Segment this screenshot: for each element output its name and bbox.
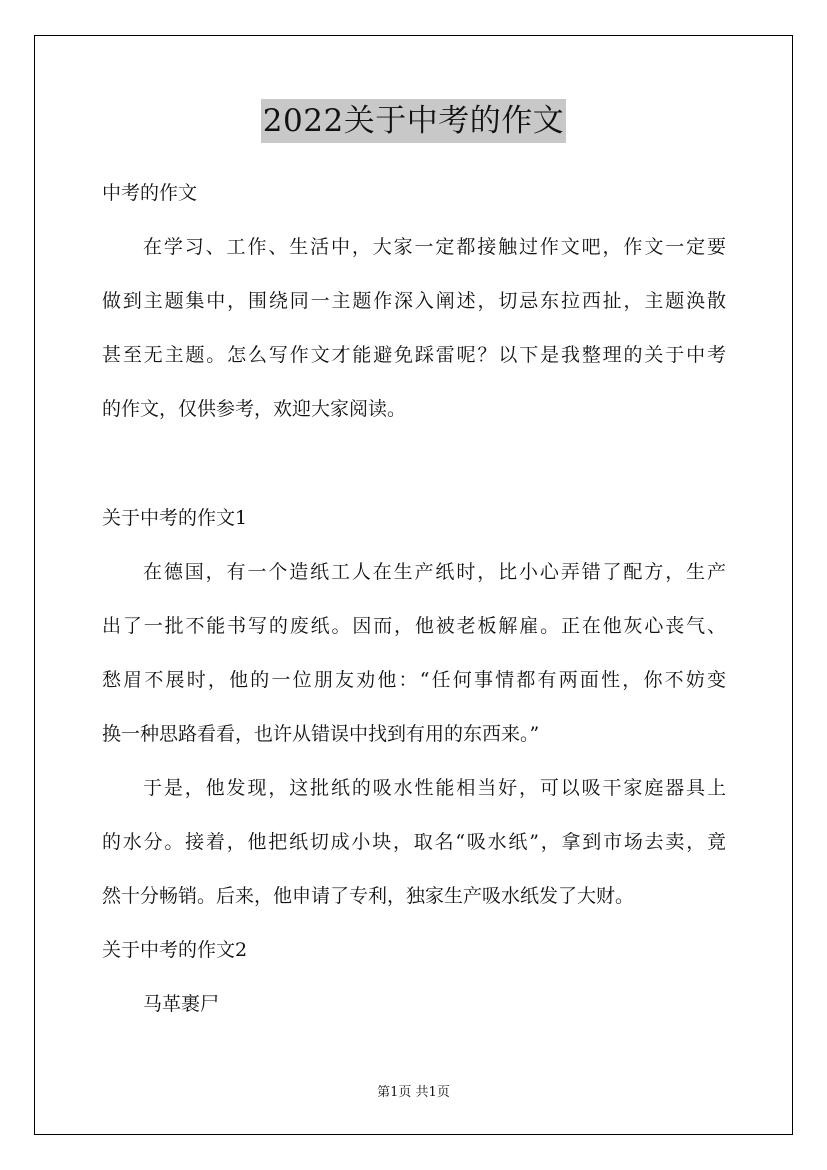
document-title: 2022关于中考的作文 [261, 99, 566, 143]
section-1-para-2-line-1: 于是，他发现，这批纸的吸水性能相当好，可以吸干家庭器具上 [143, 777, 726, 799]
title-container [0, 99, 827, 143]
intro-line-1: 在学习、工作、生活中，大家一定都接触过作文吧，作文一定要 [143, 236, 726, 258]
section-1-para-2-line-2: 的水分。接着，他把纸切成小块，取名“吸水纸”，拿到市场去卖，竟 [102, 831, 726, 853]
section-1-para-2-line-3: 然十分畅销。后来，他申请了专利，独家生产吸水纸发了大财。 [102, 885, 635, 907]
section-1-para-1-line-2: 出了一批不能书写的废纸。因而，他被老板解雇。正在他灰心丧气、 [102, 615, 726, 637]
section-1-para-1-line-4: 换一种思路看看，也许从错误中找到有用的东西来。” [102, 723, 540, 745]
section-1-para-1-line-3: 愁眉不展时，他的一位朋友劝他：“任何事情都有两面性，你不妨变 [102, 669, 726, 691]
section-2-heading: 关于中考的作文2 [102, 939, 248, 961]
section-2-first-line: 马革裹尸 [143, 993, 220, 1015]
intro-line-3: 甚至无主题。怎么写作文才能避免踩雷呢？以下是我整理的关于中考 [102, 344, 726, 366]
section-1-para-1-line-1: 在德国，有一个造纸工人在生产纸时，比小心弄错了配方，生产 [143, 561, 726, 583]
subtitle: 中考的作文 [102, 182, 198, 204]
intro-line-4: 的作文，仅供参考，欢迎大家阅读。 [102, 398, 407, 420]
section-1-heading: 关于中考的作文1 [102, 507, 248, 529]
intro-line-2: 做到主题集中，围绕同一主题作深入阐述，切忌东拉西扯，主题涣散 [102, 290, 726, 312]
page-footer: 第1页 共1页 [377, 1085, 450, 1100]
